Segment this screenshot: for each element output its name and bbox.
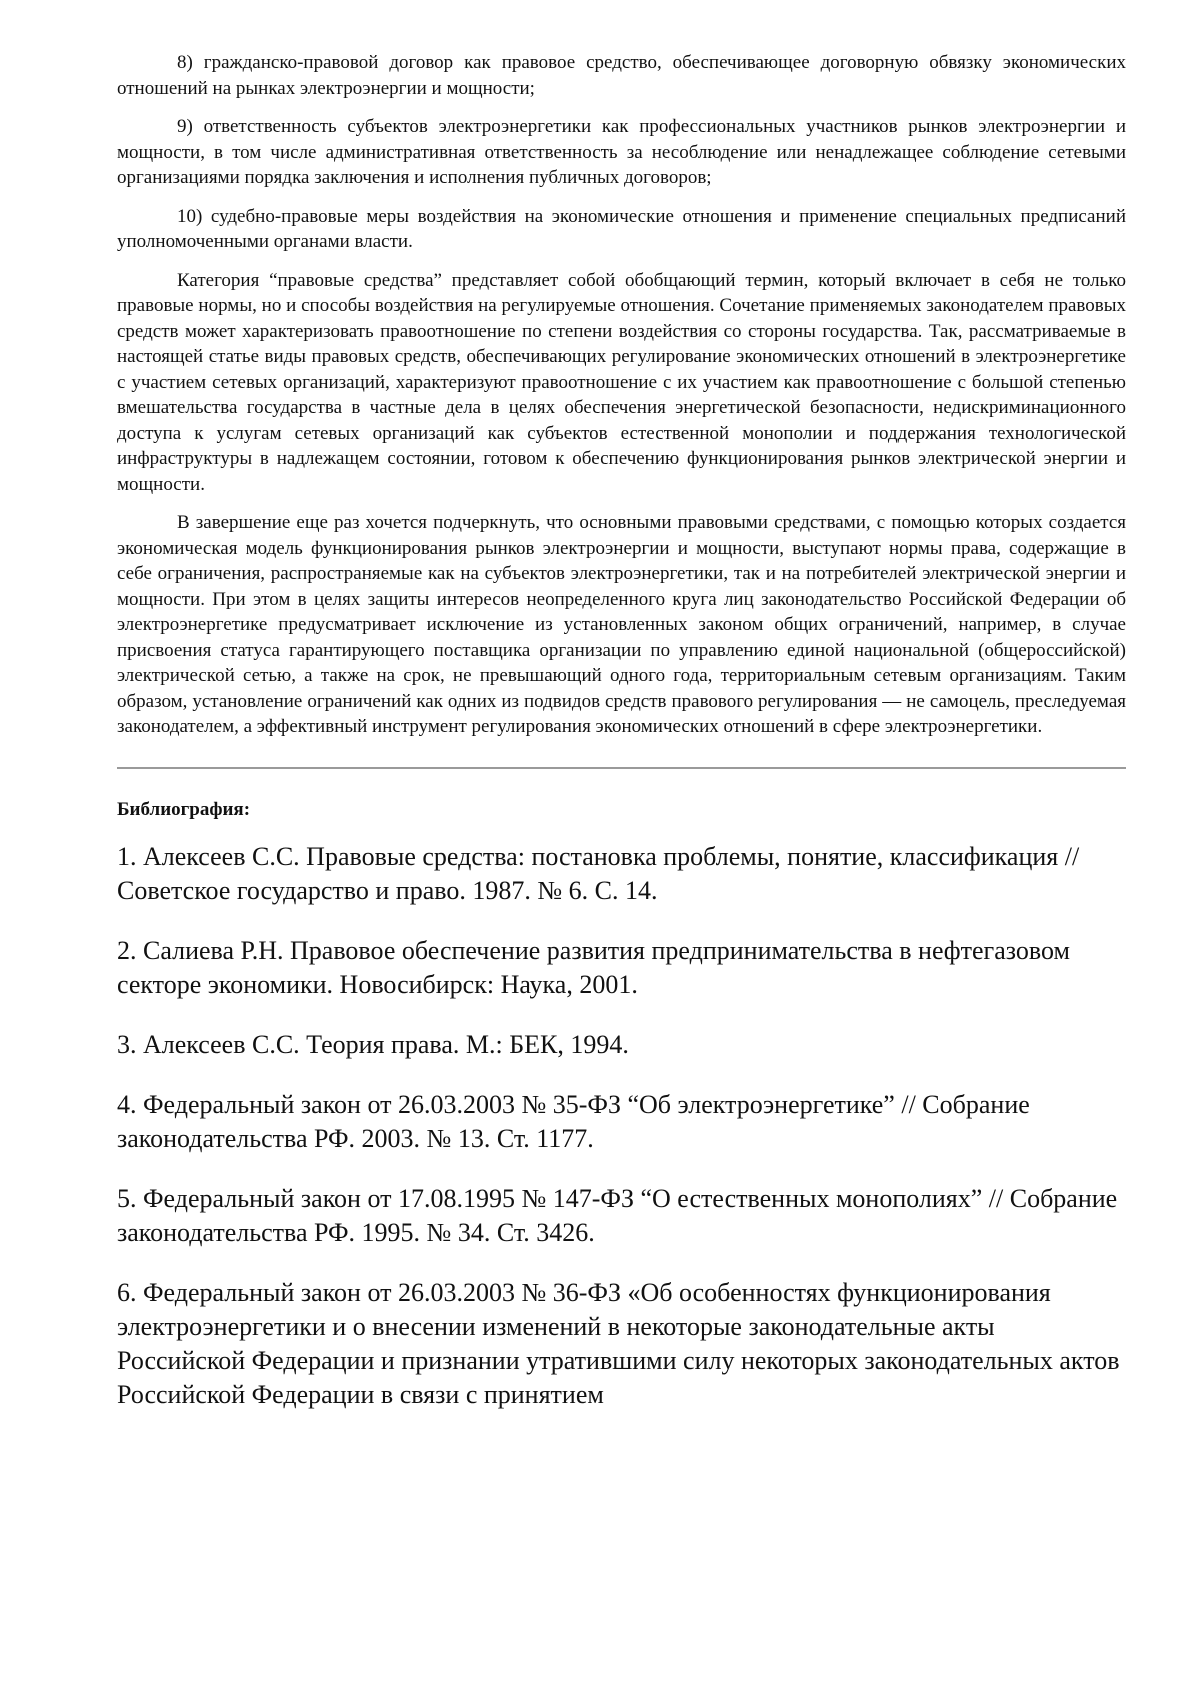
paragraph-legal-means: Категория “правовые средства” представляет собой обобщающий термин, который включает в себя не только правовые нормы, но и способы воздействия на регулируемые отношения. Сочетание применяемых законодателем правовых средств может характеризовать правоотношение по степени воздействия со стороны государства. Так, рассматриваемые в настоящей статье виды правовых средств, обеспечивающих регулирование экономических отношений в электроэнергетике с участием сетевых организаций, характеризуют правоотношение с их участием как правоотношение с большой степенью вмешательства государства в частные дела в целях обеспечения энергетической безопасности, недискриминационного доступа к услугам сетевых организаций как субъектов естественной монополии и поддержания технологической инфраструктуры в надлежащем состоянии, готовом к обеспечению функционирования рынков электрической энергии и мощности. [117,268,1126,498]
document-page [117,50,1126,1438]
paragraph-conclusion: В завершение еще раз хочется подчеркнуть, что основными правовыми средствами, с помощью которых создается экономическая модель функционирования рынков электроэнергии и мощности, выступают нормы права, содержащие в себе ограничения, распространяемые как на субъектов электроэнергетики, так и на потребителей электрической энергии и мощности. При этом в целях защиты интересов неопределенного круга лиц законодательство Российской Федерации об электроэнергетике предусматривает исключение из установленных законом общих ограничений, например, в случае присвоения статуса гарантирующего поставщика организации по управлению единой национальной (общероссийской) электрической сетью, а также на срок, не превышающий одного года, территориальным сетевым организациям. Таким образом, установление ограничений как одних из подвидов средств правового регулирования — не самоцель, преследуемая законодателем, а эффективный инструмент регулирования экономических отношений в сфере электроэнергетики. [117,510,1126,740]
bibliography-item: 6. Федеральный закон от 26.03.2003 № 36-ФЗ «Об особенностях функционирования электроэнергетики и о внесении изменений в некоторые законодательные акты Российской Федерации и признании утратившими силу некоторых законодательных актов Российской Федерации в связи с принятием [117,1276,1126,1412]
bibliography-item: 5. Федеральный закон от 17.08.1995 № 147-ФЗ “О естественных монополиях” // Собрание законодательства РФ. 1995. № 34. Ст. 3426. [117,1182,1126,1250]
bibliography-item: 1. Алексеев С.С. Правовые средства: постановка проблемы, понятие, классификация // Советское государство и право. 1987. № 6. С. 14. [117,840,1126,908]
bibliography-item: 2. Салиева Р.Н. Правовое обеспечение развития предпринимательства в нефтегазовом секторе экономики. Новосибирск: Наука, 2001. [117,934,1126,1002]
section-divider [117,767,1126,769]
paragraph-item-10: 10) судебно-правовые меры воздействия на экономические отношения и применение специальных предписаний уполномоченными органами власти. [117,204,1126,255]
article-body [117,50,1126,740]
paragraph-item-8: 8) гражданско-правовой договор как правовое средство, обеспечивающее договорную обвязку экономических отношений на рынках электроэнергии и мощности; [117,50,1126,101]
bibliography-heading: Библиография: [117,797,1126,822]
paragraph-item-9: 9) ответственность субъектов электроэнергетики как профессиональных участников рынков электроэнергии и мощности, в том числе административная ответственность за несоблюдение или ненадлежащее соблюдение сетевыми организациями порядка заключения и исполнения публичных договоров; [117,114,1126,191]
bibliography-item: 3. Алексеев С.С. Теория права. М.: БЕК, 1994. [117,1028,1126,1062]
bibliography-list [117,840,1126,1412]
bibliography-item: 4. Федеральный закон от 26.03.2003 № 35-ФЗ “Об электроэнергетике” // Собрание законодательства РФ. 2003. № 13. Ст. 1177. [117,1088,1126,1156]
